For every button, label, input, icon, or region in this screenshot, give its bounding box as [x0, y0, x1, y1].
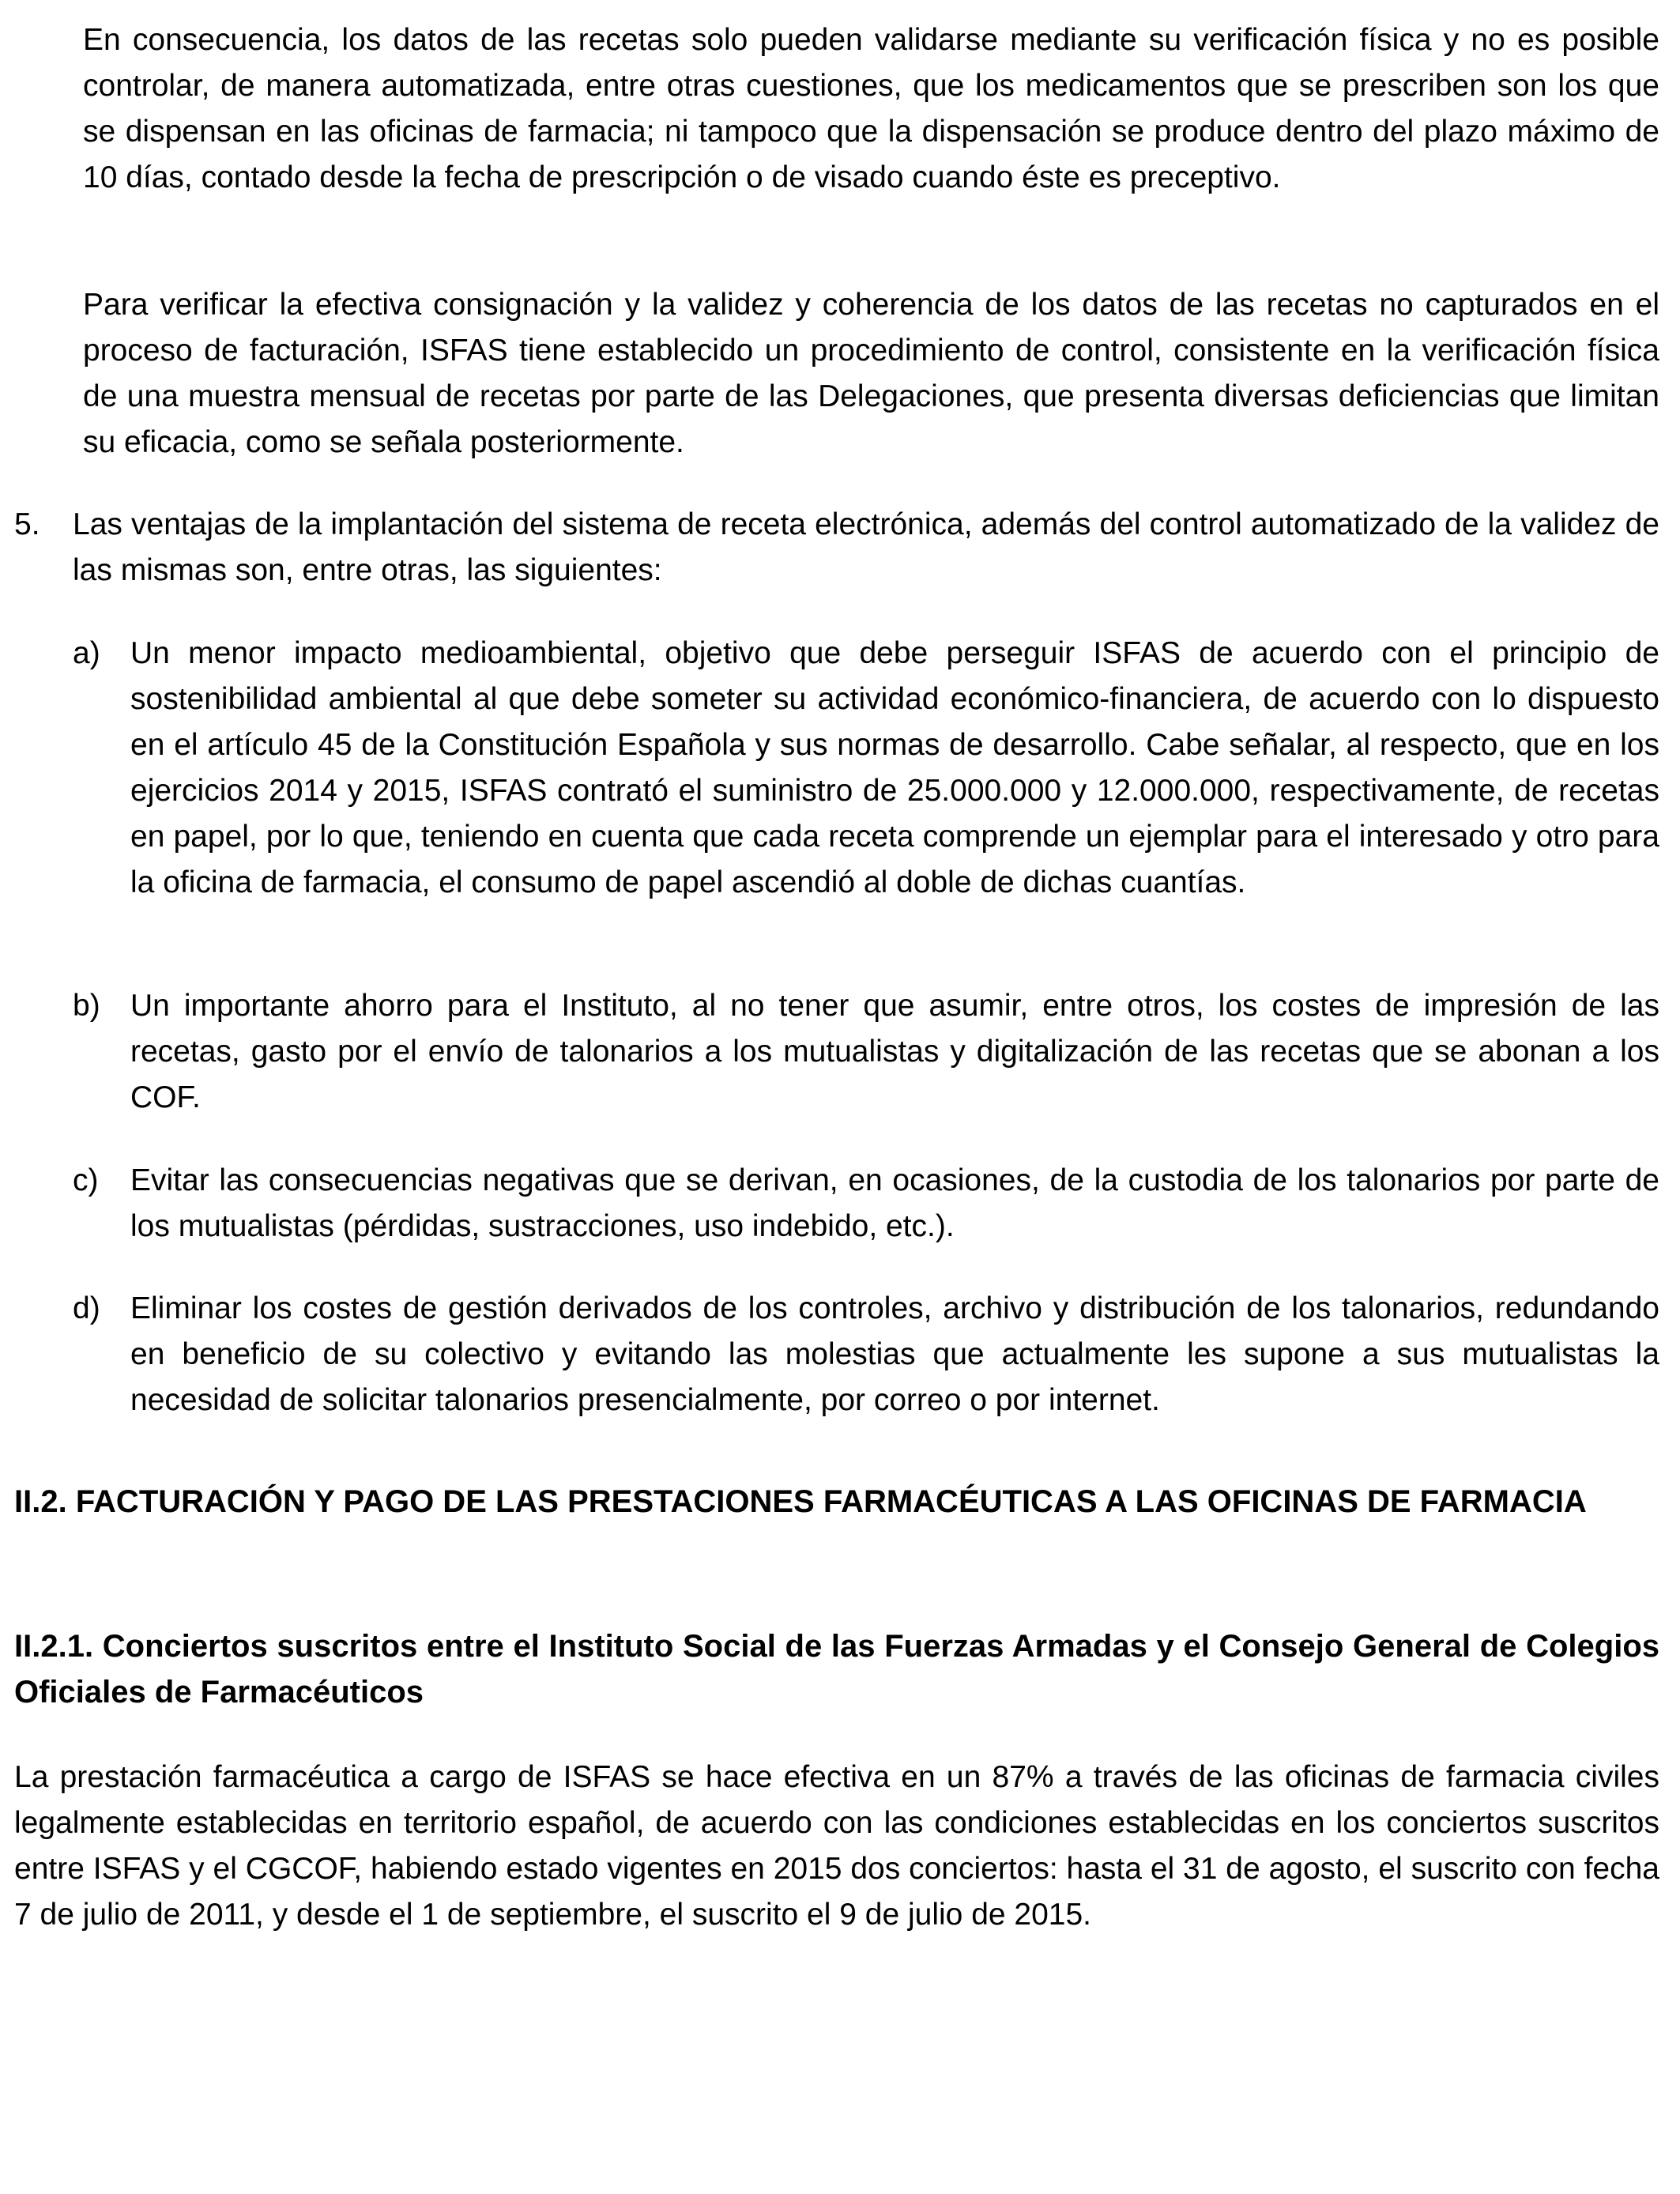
final-paragraph: La prestación farmacéutica a cargo de ISFAS se hace efectiva en un 87% a través de las oficinas de farmacia civiles legalmente establecidas en territorio español, de acuerdo con las condiciones establecidas en los conciertos suscritos entre ISFAS y el CGCOF, habiendo estado vigentes en 2015 dos conciertos: hasta el 31 de agosto, el suscrito con fecha 7 de julio de 2011, y desde el 1 de septiembre, el suscrito el 9 de julio de 2015.: [14, 1760, 1659, 1932]
sub-item-b-marker: b): [73, 989, 100, 1023]
section-heading: II.2. FACTURACIÓN Y PAGO DE LAS PRESTACIONES FARMACÉUTICAS A LAS OFICINAS DE FARMACIA: [14, 1484, 1587, 1519]
sub-item-b-text: Un importante ahorro para el Instituto, al no tener que asumir, entre otros, los costes de impresión de las recetas, gasto por el envío de talonarios a los mutualistas y digitalización de las recetas que se abonan a los COF.: [130, 989, 1659, 1114]
sub-item-d-text: Eliminar los costes de gestión derivados de los controles, archivo y distribución de los talonarios, redundando en beneficio de su colectivo y evitando las molestias que actualmente les supone a sus mutualistas la necesidad de solicitar talonarios presencialmente, por correo o por internet.: [130, 1291, 1659, 1417]
subsection-heading: II.2.1. Conciertos suscritos entre el Instituto Social de las Fuerzas Armadas y el Consejo General de Colegios Oficiales de Farmacéuticos: [14, 1629, 1659, 1710]
sub-item-c-text: Evitar las consecuencias negativas que se derivan, en ocasiones, de la custodia de los talonarios por parte de los mutualistas (pérdidas, sustracciones, uso indebido, etc.).: [130, 1163, 1659, 1243]
sub-item-d-marker: d): [73, 1291, 100, 1325]
point-5-number: 5.: [14, 507, 40, 541]
sub-item-c-marker: c): [73, 1163, 99, 1197]
point-5-text: Las ventajas de la implantación del sistema de receta electrónica, además del control automatizado de la validez de las mismas son, entre otras, las siguientes:: [73, 507, 1659, 587]
intro-paragraph-consequence: En consecuencia, los datos de las recetas solo pueden validarse mediante su verificación física y no es posible controlar, de manera automatizada, entre otras cuestiones, que los medicamentos que se prescriben son los que se dispensan en las oficinas de farmacia; ni tampoco que la dispensación se produce dentro del plazo máximo de 10 días, contado desde la fecha de prescripción o de visado cuando éste es preceptivo.: [83, 23, 1659, 194]
sub-item-a-text: Un menor impacto medioambiental, objetivo que debe perseguir ISFAS de acuerdo con el principio de sostenibilidad ambiental al que debe someter su actividad económico-financiera, de acuerdo con lo dispuesto en el artículo 45 de la Constitución Española y sus normas de desarrollo. Cabe señalar, al respecto, que en los ejercicios 2014 y 2015, ISFAS contrató el suministro de 25.000.000 y 12.000.000, respectivamente, de recetas en papel, por lo que, teniendo en cuenta que cada receta comprende un ejemplar para el interesado y otro para la oficina de farmacia, el consumo de papel ascendió al doble de dichas cuantías.: [130, 636, 1659, 899]
sub-item-a-marker: a): [73, 636, 100, 670]
intro-paragraph-verification: Para verificar la efectiva consignación y la validez y coherencia de los datos de las recetas no capturados en el proceso de facturación, ISFAS tiene establecido un procedimiento de control, consistente en la verificación física de una muestra mensual de recetas por parte de las Delegaciones, que presenta diversas deficiencias que limitan su eficacia, como se señala posteriormente.: [83, 288, 1659, 459]
